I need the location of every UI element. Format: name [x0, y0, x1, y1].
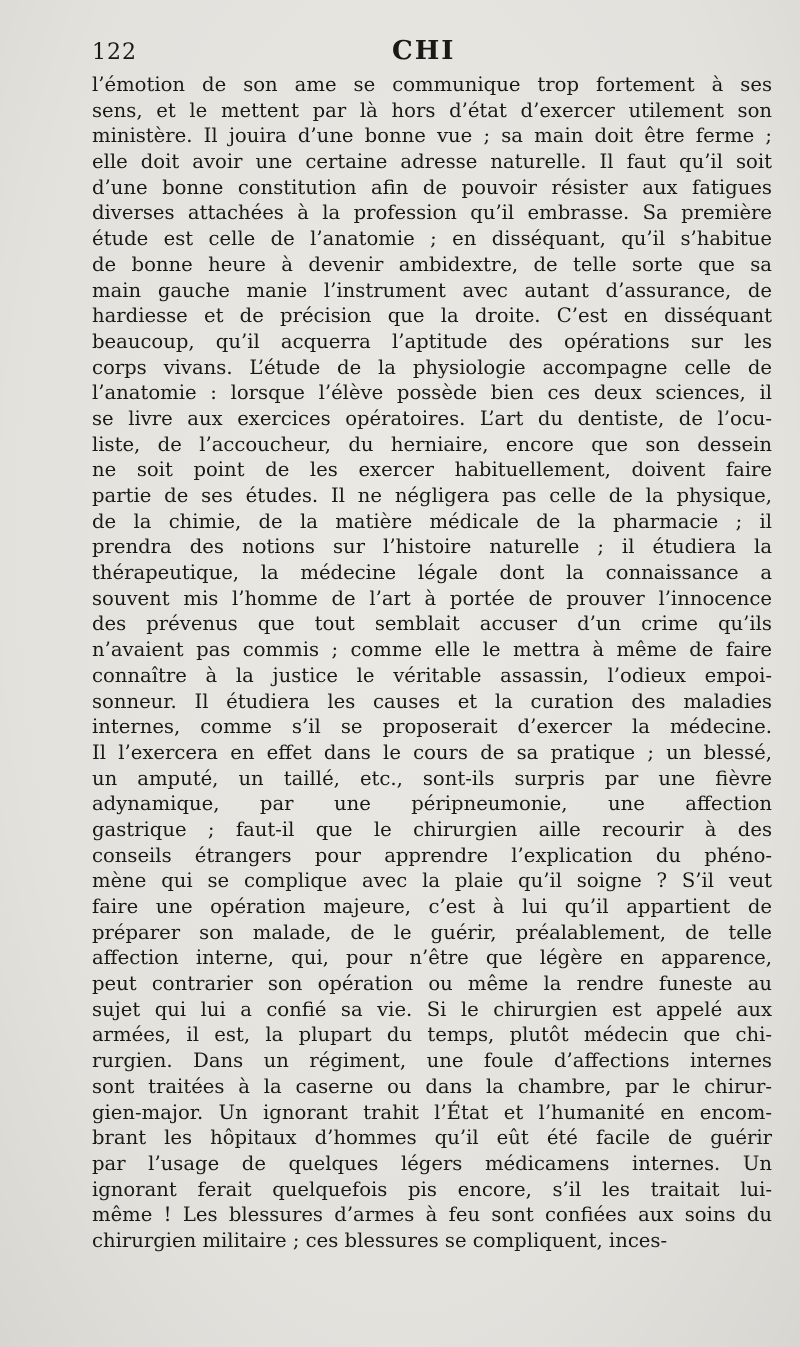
text-line: ignorant ferait quelquefois pis encore, s’il les traitait lui-: [92, 1177, 772, 1201]
text-line: partie de ses études. Il ne négligera pas celle de la physique,: [92, 484, 772, 507]
text-line: gastrique ; faut-il que le chirurgien aille recourir à des: [92, 817, 772, 841]
text-line: Il l’exercera en effet dans le cours de sa pratique ; un blessé,: [92, 740, 772, 764]
text-line: de bonne heure à devenir ambidextre, de telle sorte que sa: [92, 252, 772, 276]
text-line: de la chimie, de la matière médicale de la pharmacie ; il: [92, 509, 772, 533]
running-head: CHI: [392, 36, 456, 66]
text-line: elle doit avoir une certaine adresse naturelle. Il faut qu’il soit: [92, 150, 772, 174]
text-line: connaître à la justice le véritable assassin, l’odieux empoi-: [92, 663, 772, 687]
text-line: l’émotion de son ame se communique trop fortement à ses: [92, 73, 772, 96]
text-line: internes, comme s’il se proposerait d’exercer la médecine.: [92, 715, 772, 739]
text-line: d’une bonne constitution afin de pouvoir résister aux fatigues: [92, 175, 772, 199]
text-line: armées, il est, la plupart du temps, plutôt médecin que chi-: [92, 1023, 772, 1047]
text-line: corps vivans. L’étude de la physiologie accompagne celle de: [92, 355, 772, 379]
text-line: par l’usage de quelques légers médicamens internes. Un: [92, 1151, 772, 1175]
page-number: 122: [92, 40, 137, 65]
text-line: prendra des notions sur l’histoire naturelle ; il étudiera la: [92, 535, 772, 559]
text-line: un amputé, un taillé, etc., sont-ils surpris par une fièvre: [92, 766, 772, 790]
text-line: préparer son malade, de le guérir, préalablement, de telle: [92, 920, 772, 944]
text-line: même ! Les blessures d’armes à feu sont confiées aux soins du: [92, 1203, 772, 1227]
text-line: souvent mis l’homme de l’art à portée de prouver l’innocence: [92, 586, 772, 610]
text-line: affection interne, qui, pour n’être que légère en apparence,: [92, 946, 772, 970]
text-line: mène qui se complique avec la plaie qu’il soigne ? S’il veut: [92, 869, 772, 893]
text-line: diverses attachées à la profession qu’il embrasse. Sa première: [92, 201, 772, 225]
text-line: hardiesse et de précision que la droite. C’est en disséquant: [92, 304, 772, 328]
text-line: beaucoup, qu’il acquerra l’aptitude des opérations sur les: [92, 329, 772, 353]
body-text: [92, 72, 772, 1254]
text-line: conseils étrangers pour apprendre l’explication du phéno-: [92, 843, 772, 867]
text-line: gien-major. Un ignorant trahit l’État et l’humanité en encom-: [92, 1100, 772, 1124]
text-line: faire une opération majeure, c’est à lui qu’il appartient de: [92, 895, 772, 918]
text-line: main gauche manie l’instrument avec autant d’assurance, de: [92, 278, 772, 302]
text-line: rurgien. Dans un régiment, une foule d’affections internes: [92, 1049, 772, 1073]
text-line: sens, et le mettent par là hors d’état d’exercer utilement son: [92, 98, 772, 122]
text-line: adynamique, par une péripneumonie, une affection: [92, 792, 772, 816]
text-line: sujet qui lui a confié sa vie. Si le chirurgien est appelé aux: [92, 997, 772, 1021]
text-line: se livre aux exercices opératoires. L’art du dentiste, de l’ocu-: [92, 406, 772, 430]
text-line: peut contrarier son opération ou même la rendre funeste au: [92, 972, 772, 996]
text-line: liste, de l’accoucheur, du herniaire, encore que son dessein: [92, 432, 772, 456]
text-line: l’anatomie : lorsque l’élève possède bien ces deux sciences, il: [92, 381, 772, 405]
text-line: ne soit point de les exercer habituellement, doivent faire: [92, 458, 772, 482]
text-line: n’avaient pas commis ; comme elle le mettra à même de faire: [92, 638, 772, 662]
text-line: ministère. Il jouira d’une bonne vue ; sa main doit être ferme ;: [92, 124, 772, 148]
text-line: étude est celle de l’anatomie ; en disséquant, qu’il s’habitue: [92, 227, 772, 251]
text-line: thérapeutique, la médecine légale dont la connaissance a: [92, 561, 772, 585]
text-line: des prévenus que tout semblait accuser d’un crime qu’ils: [92, 612, 772, 636]
text-line: chirurgien militaire ; ces blessures se compliquent, inces-: [92, 1228, 668, 1252]
text-line: sont traitées à la caserne ou dans la chambre, par le chirur-: [92, 1074, 772, 1098]
text-line: brant les hôpitaux d’hommes qu’il eût été facile de guérir: [92, 1126, 772, 1150]
page-header: [92, 36, 772, 70]
text-line: sonneur. Il étudiera les causes et la curation des maladies: [92, 689, 772, 713]
